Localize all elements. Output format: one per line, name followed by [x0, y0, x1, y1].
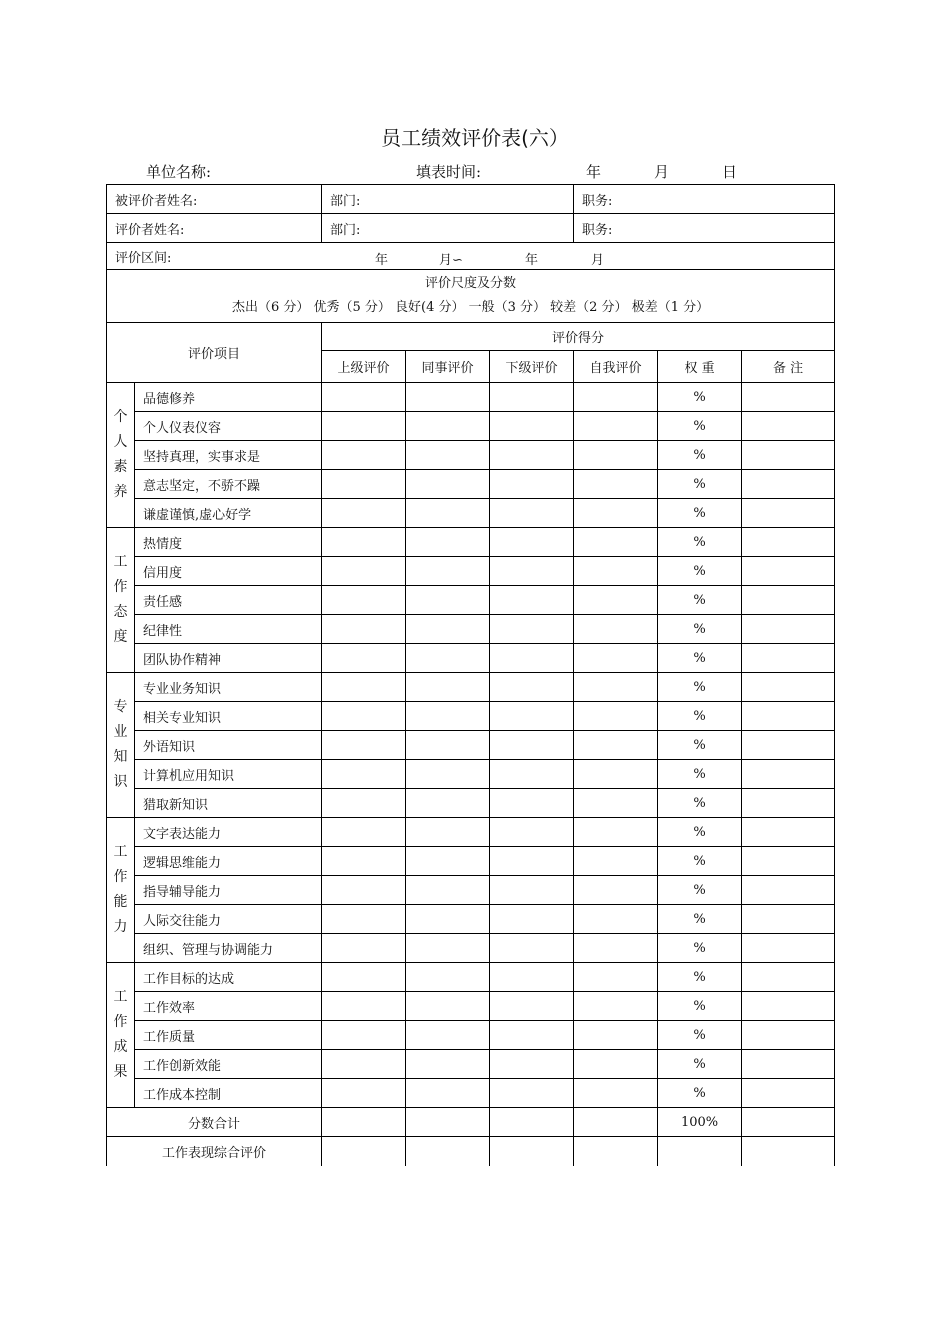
self-score-cell[interactable] — [574, 528, 658, 557]
remark-cell[interactable] — [742, 499, 835, 528]
remark-cell[interactable] — [742, 528, 835, 557]
table-row — [107, 557, 835, 586]
superior-score-cell[interactable] — [322, 615, 406, 644]
peer-score-cell[interactable] — [406, 934, 490, 963]
subordinate-score-cell[interactable] — [490, 992, 574, 1021]
section-label-char: 素 — [113, 459, 128, 475]
superior-score-cell[interactable] — [322, 470, 406, 499]
overall-label: 工作表现综合评价 — [107, 1137, 322, 1166]
superior-column-header: 上级评价 — [322, 351, 406, 383]
item-label: 团队协作精神 — [135, 644, 322, 673]
item-label: 坚持真理，实事求是 — [135, 441, 322, 470]
section-label-char: 力 — [113, 919, 128, 935]
subordinate-score-cell[interactable] — [490, 963, 574, 992]
superior-score-cell[interactable] — [322, 905, 406, 934]
weight-cell[interactable]: % — [658, 818, 742, 847]
remark-cell[interactable] — [742, 963, 835, 992]
weight-cell[interactable]: % — [658, 586, 742, 615]
subordinate-score-cell[interactable] — [490, 441, 574, 470]
section-label-char: 态 — [113, 604, 128, 620]
column-group-row — [107, 323, 835, 351]
remark-cell[interactable] — [742, 586, 835, 615]
weight-cell[interactable]: % — [658, 905, 742, 934]
section-label-char: 知 — [113, 749, 128, 765]
item-label: 计算机应用知识 — [135, 760, 322, 789]
subordinate-score-cell[interactable] — [490, 470, 574, 499]
table-row — [107, 847, 835, 876]
superior-score-cell[interactable] — [322, 702, 406, 731]
period-month-2: 月 — [591, 253, 605, 268]
superior-score-cell[interactable] — [322, 412, 406, 441]
remark-cell[interactable] — [742, 934, 835, 963]
superior-score-cell[interactable] — [322, 1021, 406, 1050]
superior-score-cell[interactable] — [322, 441, 406, 470]
peer-score-cell[interactable] — [406, 847, 490, 876]
self-score-cell[interactable] — [574, 905, 658, 934]
fill-year-label: 年 — [586, 163, 602, 181]
self-score-cell[interactable] — [574, 586, 658, 615]
evaluatee-position-field[interactable]: 职务: — [574, 185, 835, 214]
self-total-cell[interactable] — [574, 1108, 658, 1137]
item-label: 责任感 — [135, 586, 322, 615]
superior-score-cell[interactable] — [322, 818, 406, 847]
subordinate-score-cell[interactable] — [490, 1050, 574, 1079]
section-label — [107, 963, 135, 1108]
subordinate-score-cell[interactable] — [490, 383, 574, 412]
table-row — [107, 702, 835, 731]
subordinate-score-cell[interactable] — [490, 557, 574, 586]
remark-cell[interactable] — [742, 1079, 835, 1108]
peer-column-header: 同事评价 — [406, 351, 490, 383]
peer-score-cell[interactable] — [406, 876, 490, 905]
section-label-char: 识 — [113, 774, 128, 790]
evaluator-department-field[interactable]: 部门: — [322, 214, 574, 243]
superior-score-cell[interactable] — [322, 557, 406, 586]
section-label-char: 工 — [113, 989, 128, 1005]
subordinate-score-cell[interactable] — [490, 731, 574, 760]
self-score-cell[interactable] — [574, 383, 658, 412]
superior-score-cell[interactable] — [322, 586, 406, 615]
section-label-char: 果 — [113, 1064, 128, 1080]
table-row — [107, 1021, 835, 1050]
table-row — [107, 963, 835, 992]
item-label: 工作效率 — [135, 992, 322, 1021]
item-label: 指导辅导能力 — [135, 876, 322, 905]
weight-cell[interactable]: % — [658, 847, 742, 876]
weight-cell[interactable]: % — [658, 557, 742, 586]
section-label-char: 能 — [113, 894, 128, 910]
weight-cell[interactable]: % — [658, 760, 742, 789]
item-label: 品德修养 — [135, 383, 322, 412]
item-label: 工作创新效能 — [135, 1050, 322, 1079]
weight-cell[interactable]: % — [658, 963, 742, 992]
table-row — [107, 586, 835, 615]
item-label: 猎取新知识 — [135, 789, 322, 818]
table-row — [107, 470, 835, 499]
self-score-cell[interactable] — [574, 1021, 658, 1050]
self-score-cell[interactable] — [574, 673, 658, 702]
section-label-char: 工 — [113, 844, 128, 860]
total-remark-cell[interactable] — [742, 1108, 835, 1137]
evaluatee-department-field[interactable]: 部门: — [322, 185, 574, 214]
peer-score-cell[interactable] — [406, 1050, 490, 1079]
section-label-char: 养 — [113, 484, 128, 500]
peer-score-cell[interactable] — [406, 644, 490, 673]
section-label-char: 个 — [113, 409, 128, 425]
weight-cell[interactable]: % — [658, 876, 742, 905]
item-label: 意志坚定，不骄不躁 — [135, 470, 322, 499]
self-score-cell[interactable] — [574, 963, 658, 992]
superior-score-cell[interactable] — [322, 992, 406, 1021]
subordinate-score-cell[interactable] — [490, 615, 574, 644]
evaluatee-row — [107, 185, 835, 214]
peer-score-cell[interactable] — [406, 557, 490, 586]
table-row — [107, 992, 835, 1021]
self-score-cell[interactable] — [574, 847, 658, 876]
self-score-cell[interactable] — [574, 789, 658, 818]
section-label — [107, 528, 135, 673]
weight-cell[interactable]: % — [658, 731, 742, 760]
overall-cell[interactable] — [490, 1137, 574, 1166]
table-row — [107, 615, 835, 644]
subordinate-score-cell[interactable] — [490, 499, 574, 528]
period-year-2: 年 — [525, 253, 539, 268]
remark-cell[interactable] — [742, 441, 835, 470]
weight-cell[interactable]: % — [658, 528, 742, 557]
period-year-1: 年 — [375, 253, 389, 268]
section-label-char: 专 — [113, 699, 128, 715]
form-title: 员工绩效评价表(六） — [381, 126, 569, 150]
weight-cell[interactable]: % — [658, 1021, 742, 1050]
table-row — [107, 818, 835, 847]
section-label — [107, 383, 135, 528]
self-score-cell[interactable] — [574, 557, 658, 586]
section-label-char: 作 — [113, 579, 128, 595]
overall-cell[interactable] — [406, 1137, 490, 1166]
table-row — [107, 1050, 835, 1079]
self-score-cell[interactable] — [574, 934, 658, 963]
weight-cell[interactable]: % — [658, 441, 742, 470]
remark-cell[interactable] — [742, 644, 835, 673]
self-score-cell[interactable] — [574, 644, 658, 673]
subordinate-score-cell[interactable] — [490, 905, 574, 934]
remark-cell[interactable] — [742, 470, 835, 499]
overall-cell[interactable] — [658, 1137, 742, 1166]
remark-cell[interactable] — [742, 847, 835, 876]
weight-cell[interactable]: % — [658, 934, 742, 963]
period-label: 评价区间: — [115, 250, 172, 266]
table-row — [107, 528, 835, 557]
remark-cell[interactable] — [742, 1050, 835, 1079]
subordinate-score-cell[interactable] — [490, 586, 574, 615]
superior-score-cell[interactable] — [322, 847, 406, 876]
self-score-cell[interactable] — [574, 441, 658, 470]
table-row — [107, 934, 835, 963]
superior-score-cell[interactable] — [322, 760, 406, 789]
subordinate-score-cell[interactable] — [490, 934, 574, 963]
remark-cell[interactable] — [742, 615, 835, 644]
table-row — [107, 499, 835, 528]
superior-score-cell[interactable] — [322, 383, 406, 412]
subordinate-score-cell[interactable] — [490, 644, 574, 673]
superior-score-cell[interactable] — [322, 934, 406, 963]
overall-row — [107, 1137, 835, 1166]
peer-score-cell[interactable] — [406, 673, 490, 702]
superior-score-cell[interactable] — [322, 528, 406, 557]
remark-cell[interactable] — [742, 818, 835, 847]
item-label: 文字表达能力 — [135, 818, 322, 847]
remark-cell[interactable] — [742, 412, 835, 441]
period-month-1: 月∽ — [439, 253, 463, 268]
subordinate-score-cell[interactable] — [490, 760, 574, 789]
weight-cell[interactable]: % — [658, 644, 742, 673]
remark-cell[interactable] — [742, 731, 835, 760]
subordinate-column-header: 下级评价 — [490, 351, 574, 383]
section-label-char: 成 — [113, 1039, 128, 1055]
remark-column-header: 备 注 — [742, 351, 835, 383]
weight-column-header: 权 重 — [658, 351, 742, 383]
item-label: 谦虚谨慎,虚心好学 — [135, 499, 322, 528]
subordinate-score-cell[interactable] — [490, 528, 574, 557]
subordinate-score-cell[interactable] — [490, 673, 574, 702]
weight-cell[interactable]: % — [658, 992, 742, 1021]
item-label: 信用度 — [135, 557, 322, 586]
item-label: 工作质量 — [135, 1021, 322, 1050]
peer-score-cell[interactable] — [406, 412, 490, 441]
evaluatee-name-field[interactable]: 被评价者姓名: — [107, 185, 322, 214]
self-score-cell[interactable] — [574, 702, 658, 731]
fill-day-label: 日 — [722, 163, 738, 181]
peer-score-cell[interactable] — [406, 992, 490, 1021]
remark-cell[interactable] — [742, 905, 835, 934]
self-score-cell[interactable] — [574, 992, 658, 1021]
superior-score-cell[interactable] — [322, 789, 406, 818]
subordinate-score-cell[interactable] — [490, 847, 574, 876]
section-label-char: 工 — [113, 554, 128, 570]
table-row — [107, 441, 835, 470]
section-label-char: 人 — [113, 434, 128, 450]
table-row — [107, 644, 835, 673]
subordinate-score-cell[interactable] — [490, 702, 574, 731]
self-score-cell[interactable] — [574, 876, 658, 905]
remark-cell[interactable] — [742, 383, 835, 412]
self-column-header: 自我评价 — [574, 351, 658, 383]
self-score-cell[interactable] — [574, 731, 658, 760]
fill-time-label: 填表时间: — [416, 163, 482, 181]
peer-score-cell[interactable] — [406, 818, 490, 847]
subordinate-score-cell[interactable] — [490, 1079, 574, 1108]
superior-score-cell[interactable] — [322, 731, 406, 760]
remark-cell[interactable] — [742, 760, 835, 789]
peer-score-cell[interactable] — [406, 499, 490, 528]
peer-score-cell[interactable] — [406, 615, 490, 644]
subordinate-score-cell[interactable] — [490, 1021, 574, 1050]
section-label — [107, 673, 135, 818]
table-row — [107, 905, 835, 934]
section-label-char: 业 — [113, 724, 128, 740]
self-score-cell[interactable] — [574, 818, 658, 847]
subordinate-total-cell[interactable] — [490, 1108, 574, 1137]
remark-cell[interactable] — [742, 702, 835, 731]
section-label-char: 作 — [113, 1014, 128, 1030]
table-row — [107, 673, 835, 702]
scale-title: 评价尺度及分数 — [425, 276, 517, 291]
score-group-header: 评价得分 — [322, 323, 835, 351]
superior-score-cell[interactable] — [322, 1079, 406, 1108]
table-row — [107, 876, 835, 905]
superior-score-cell[interactable] — [322, 876, 406, 905]
item-label: 热情度 — [135, 528, 322, 557]
peer-score-cell[interactable] — [406, 731, 490, 760]
remark-cell[interactable] — [742, 557, 835, 586]
total-label: 分数合计 — [107, 1108, 322, 1137]
table-row — [107, 1079, 835, 1108]
peer-score-cell[interactable] — [406, 1021, 490, 1050]
peer-score-cell[interactable] — [406, 441, 490, 470]
subordinate-score-cell[interactable] — [490, 789, 574, 818]
table-row — [107, 731, 835, 760]
overall-cell[interactable] — [742, 1137, 835, 1166]
subordinate-score-cell[interactable] — [490, 412, 574, 441]
overall-cell[interactable] — [574, 1137, 658, 1166]
scale-cell — [107, 270, 835, 323]
weight-cell[interactable]: % — [658, 499, 742, 528]
self-score-cell[interactable] — [574, 499, 658, 528]
self-score-cell[interactable] — [574, 760, 658, 789]
item-label: 工作目标的达成 — [135, 963, 322, 992]
item-label: 纪律性 — [135, 615, 322, 644]
total-weight-cell: 100% — [658, 1108, 742, 1137]
self-score-cell[interactable] — [574, 470, 658, 499]
table-row — [107, 383, 835, 412]
weight-cell[interactable]: % — [658, 673, 742, 702]
remark-cell[interactable] — [742, 876, 835, 905]
fill-month-label: 月 — [654, 163, 670, 181]
period-field[interactable] — [107, 243, 835, 270]
peer-score-cell[interactable] — [406, 586, 490, 615]
total-row — [107, 1108, 835, 1137]
weight-cell[interactable]: % — [658, 1079, 742, 1108]
peer-score-cell[interactable] — [406, 470, 490, 499]
overall-cell[interactable] — [322, 1137, 406, 1166]
scale-row — [107, 270, 835, 323]
superior-score-cell[interactable] — [322, 1050, 406, 1079]
superior-total-cell[interactable] — [322, 1108, 406, 1137]
item-label: 人际交往能力 — [135, 905, 322, 934]
self-score-cell[interactable] — [574, 412, 658, 441]
unit-name-label: 单位名称: — [146, 163, 212, 181]
item-label: 外语知识 — [135, 731, 322, 760]
evaluator-name-field[interactable]: 评价者姓名: — [107, 214, 322, 243]
remark-cell[interactable] — [742, 673, 835, 702]
item-label: 个人仪表仪容 — [135, 412, 322, 441]
item-label: 逻辑思维能力 — [135, 847, 322, 876]
remark-cell[interactable] — [742, 1021, 835, 1050]
period-row — [107, 243, 835, 270]
peer-score-cell[interactable] — [406, 905, 490, 934]
self-score-cell[interactable] — [574, 1050, 658, 1079]
superior-score-cell[interactable] — [322, 673, 406, 702]
evaluation-table — [106, 184, 835, 1166]
weight-cell[interactable]: % — [658, 789, 742, 818]
table-row — [107, 412, 835, 441]
table-row — [107, 789, 835, 818]
weight-cell[interactable]: % — [658, 412, 742, 441]
item-label: 专业业务知识 — [135, 673, 322, 702]
weight-cell[interactable]: % — [658, 1050, 742, 1079]
peer-score-cell[interactable] — [406, 760, 490, 789]
self-score-cell[interactable] — [574, 615, 658, 644]
peer-score-cell[interactable] — [406, 702, 490, 731]
table-row — [107, 760, 835, 789]
peer-score-cell[interactable] — [406, 789, 490, 818]
scale-levels: 杰出（6 分） 优秀（5 分） 良好(4 分） 一般（3 分） 较差（2 分） 极差（1 分） — [231, 300, 710, 315]
weight-cell[interactable]: % — [658, 470, 742, 499]
weight-cell[interactable]: % — [658, 383, 742, 412]
item-label: 工作成本控制 — [135, 1079, 322, 1108]
section-label — [107, 818, 135, 963]
peer-score-cell[interactable] — [406, 963, 490, 992]
item-label: 相关专业知识 — [135, 702, 322, 731]
item-label: 组织、管理与协调能力 — [135, 934, 322, 963]
item-column-header: 评价项目 — [107, 323, 322, 383]
self-score-cell[interactable] — [574, 1079, 658, 1108]
peer-score-cell[interactable] — [406, 1079, 490, 1108]
remark-cell[interactable] — [742, 789, 835, 818]
evaluator-position-field[interactable]: 职务: — [574, 214, 835, 243]
subordinate-score-cell[interactable] — [490, 818, 574, 847]
weight-cell[interactable]: % — [658, 702, 742, 731]
peer-total-cell[interactable] — [406, 1108, 490, 1137]
superior-score-cell[interactable] — [322, 499, 406, 528]
subordinate-score-cell[interactable] — [490, 876, 574, 905]
superior-score-cell[interactable] — [322, 644, 406, 673]
weight-cell[interactable]: % — [658, 615, 742, 644]
section-label-char: 度 — [113, 629, 128, 645]
evaluator-row — [107, 214, 835, 243]
section-label-char: 作 — [113, 869, 128, 885]
remark-cell[interactable] — [742, 992, 835, 1021]
peer-score-cell[interactable] — [406, 383, 490, 412]
superior-score-cell[interactable] — [322, 963, 406, 992]
peer-score-cell[interactable] — [406, 528, 490, 557]
